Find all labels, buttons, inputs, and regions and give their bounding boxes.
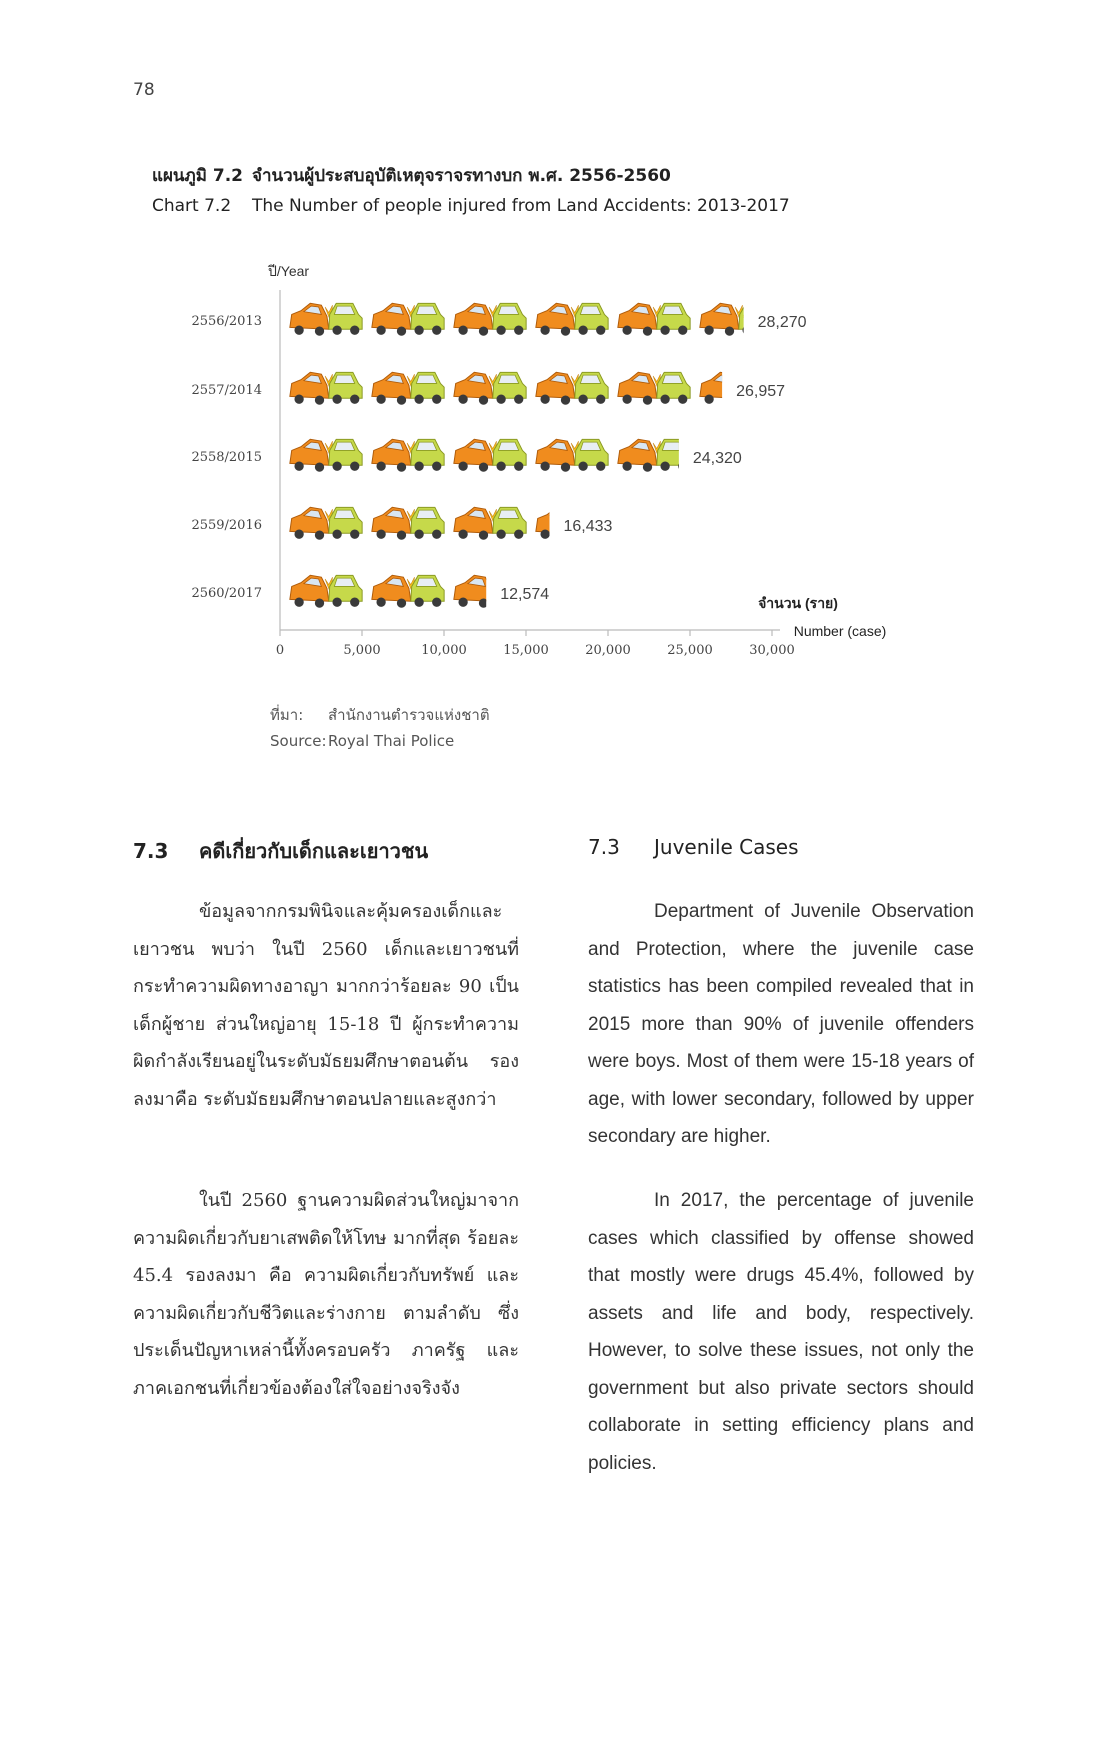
- y-axis-label: ปี/Year: [268, 263, 310, 279]
- car-crash-icon: [454, 303, 526, 335]
- chart-title-thai-label: แผนภูมิ 7.2: [152, 166, 243, 186]
- y-tick-label: 2558/2015: [191, 450, 262, 465]
- source-english-label: Source:: [270, 732, 327, 750]
- thai-paragraph-2: ในปี 2560 ฐานความผิดส่วนใหญ่มาจากความผิดเกี่ยวกับยาเสพติดให้โทษ มากที่สุด ร้อยละ 45.4 รองลงมา คือ ความผิดเกี่ยวกับทรัพย์ และ ความผิดเกี่ยวกับชีวิตและร่างกาย ตามลำดับ ซึ่งประเด็นปัญหาเหล่านี้ทั้งครอบครัว ภาครัฐ และภาคเอกชนที่เกี่ยวข้องต้องใส่ใจอย่างจริงจัง: [133, 1190, 519, 1399]
- pictogram-bar: [290, 372, 772, 404]
- car-crash-icon: [536, 372, 608, 404]
- english-paragraph-1: Department of Juvenile Observation and Protection, where the juvenile case statistics has been compiled revealed that in 2015 more than 90% of juvenile offenders were boys. Most of them were 15-18 years of age, with lower secondary, followed by upper secondary are higher.: [588, 901, 974, 1147]
- section-number-thai: 7.3: [133, 839, 169, 863]
- pictogram-chart: [0, 0, 1114, 690]
- english-paragraph-2: In 2017, the percentage of juvenile cases which classified by offense showed that mostly were drugs 45.4%, followed by assets and life and body, respectively. However, to solve these issues, not only the government but also private sectors should collaborate in setting efficiency plans and policies.: [588, 1190, 974, 1474]
- car-crash-icon: [290, 507, 362, 539]
- section-title-english: Juvenile Cases: [654, 835, 799, 859]
- page-number: 78: [133, 80, 155, 100]
- car-crash-icon: [372, 372, 444, 404]
- section-title-thai: คดีเกี่ยวกับเด็กและเยาวชน: [199, 839, 429, 863]
- x-tick-label: 15,000: [503, 643, 549, 658]
- pictogram-bar: [290, 507, 608, 539]
- x-tick-label: 0: [275, 643, 285, 658]
- chart-title-english-label: Chart 7.2: [152, 196, 232, 216]
- x-axis-label-english: Number (case): [793, 623, 887, 639]
- y-tick-label: 2560/2017: [191, 586, 262, 601]
- section-heading-english: [588, 835, 799, 859]
- section-number-english: 7.3: [588, 835, 620, 859]
- car-crash-icon: [536, 439, 608, 471]
- car-crash-icon: [618, 303, 690, 335]
- car-crash-icon: [290, 575, 362, 607]
- chart-title-english-text: The Number of people injured from Land Accidents: 2013-2017: [252, 196, 790, 216]
- car-crash-icon: [290, 303, 362, 335]
- x-tick-label: 20,000: [585, 643, 631, 658]
- thai-paragraph-1: ข้อมูลจากกรมพินิจและคุ้มครองเด็กและเยาวชน พบว่า ในปี 2560 เด็กและเยาวชนที่กระทำความผิดทางอาญา มากกว่าร้อยละ 90 เป็นเด็กผู้ชาย ส่วนใหญ่อายุ 15-18 ปี ผู้กระทำความผิดกำลังเรียนอยู่ในระดับมัธยมศึกษาตอนต้น รองลงมาคือ ระดับมัธยมศึกษาตอนปลายและสูงกว่า: [133, 901, 519, 1110]
- car-crash-icon: [618, 372, 690, 404]
- source-english: [270, 732, 454, 750]
- car-crash-icon: [454, 507, 526, 539]
- y-tick-label: 2556/2013: [191, 314, 262, 329]
- section-heading-thai: [133, 835, 428, 867]
- source-english-text: Royal Thai Police: [328, 732, 455, 750]
- car-crash-icon: [454, 372, 526, 404]
- pictogram-bar: [290, 439, 690, 471]
- x-axis-label-thai: จำนวน (ราย): [758, 595, 838, 611]
- car-crash-icon: [372, 439, 444, 471]
- car-crash-icon: [372, 575, 444, 607]
- car-crash-icon: [372, 303, 444, 335]
- x-tick-label: 5,000: [343, 643, 381, 658]
- source-thai-label: ที่มา:: [270, 706, 304, 724]
- data-label: 12,574: [500, 586, 550, 603]
- car-crash-icon: [618, 439, 690, 471]
- car-crash-icon: [372, 507, 444, 539]
- x-tick-label: 30,000: [749, 643, 795, 658]
- car-crash-icon: [536, 303, 608, 335]
- car-crash-icon: [454, 439, 526, 471]
- source-thai: [270, 703, 490, 727]
- car-crash-icon: [290, 439, 362, 471]
- data-label: 16,433: [563, 518, 613, 535]
- pictogram-bar: [290, 575, 526, 607]
- car-crash-icon: [290, 372, 362, 404]
- data-label: 28,270: [757, 314, 807, 331]
- x-tick-label: 25,000: [667, 643, 713, 658]
- pictogram-bar: [290, 303, 772, 335]
- chart-title-thai-text: จำนวนผู้ประสบอุบัติเหตุจราจรทางบก พ.ศ. 2556-2560: [252, 166, 671, 186]
- y-tick-label: 2557/2014: [191, 383, 262, 398]
- data-label: 24,320: [692, 450, 742, 467]
- y-tick-label: 2559/2016: [191, 518, 262, 533]
- data-label: 26,957: [736, 383, 786, 400]
- source-thai-text: สำนักงานตำรวจแห่งชาติ: [328, 706, 490, 724]
- x-tick-label: 10,000: [421, 643, 467, 658]
